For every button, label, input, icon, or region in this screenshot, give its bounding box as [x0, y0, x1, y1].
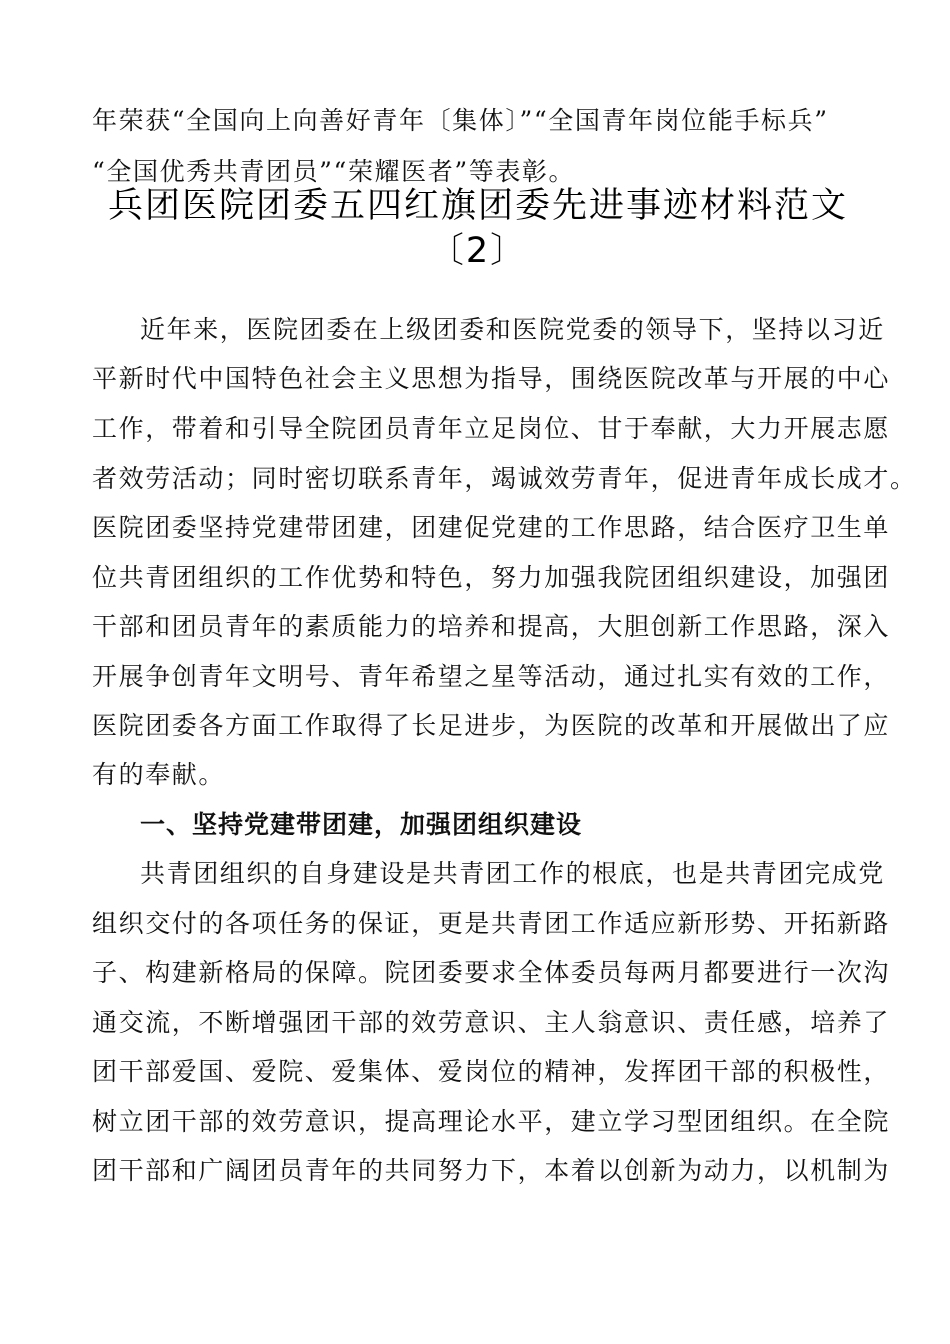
paragraph-2-line-2: 组织交付的各项任务的保证，更是共青团工作适应新形势、开拓新路 — [92, 909, 891, 938]
paragraph-2-line-7: 团干部和广阔团员青年的共同努力下，本着以创新为动力，以机制为 — [92, 1156, 891, 1185]
paragraph-2-line-4: 通交流，不断增强团干部的效劳意识、主人翁意识、责任感，培养了 — [92, 1008, 891, 1037]
paragraph-2-line-5: 团干部爱国、爱院、爱集体、爱岗位的精神，发挥团干部的积极性， — [92, 1057, 891, 1086]
document-title-line-2: 〔2〕 — [428, 231, 528, 271]
paragraph-2-line-6: 树立团干部的效劳意识，提高理论水平，建立学习型团组织。在全院 — [92, 1107, 891, 1136]
paragraph-1-line-6: 位共青团组织的工作优势和特色，努力加强我院团组织建设，加强团 — [92, 563, 891, 592]
section-1-heading: 一、坚持党建带团建，加强团组织建设 — [140, 810, 583, 839]
paragraph-1-line-5: 医院团委坚持党建带团建，团建促党建的工作思路，结合医疗卫生单 — [92, 513, 891, 542]
paragraph-1-line-7: 干部和团员青年的素质能力的培养和提高，大胆创新工作思路，深入 — [92, 612, 891, 641]
paragraph-2-line-3: 子、构建新格局的保障。院团委要求全体委员每两月都要进行一次沟 — [92, 958, 891, 987]
intro-line-1: 年荣获“全国向上向善好青年〔集体〕”“全国青年岗位能手标兵” — [92, 106, 829, 135]
paragraph-1-line-9: 医院团委各方面工作取得了长足进步，为医院的改革和开展做出了应 — [92, 711, 891, 740]
paragraph-2-line-1: 共青团组织的自身建设是共青团工作的根底，也是共青团完成党 — [140, 859, 885, 888]
document-title-line-1: 兵团医院团委五四红旗团委先进事迹材料范文 — [107, 186, 848, 226]
paragraph-1-line-1: 近年来，医院团委在上级团委和医院党委的领导下，坚持以习近 — [140, 315, 885, 344]
paragraph-1-line-10: 有的奉献。 — [92, 760, 226, 789]
paragraph-1-line-8: 开展争创青年文明号、青年希望之星等活动，通过扎实有效的工作， — [92, 662, 891, 691]
paragraph-1-line-4: 者效劳活动；同时密切联系青年，竭诚效劳青年，促进青年成长成才。 — [92, 464, 917, 493]
paragraph-1-line-3: 工作，带着和引导全院团员青年立足岗位、甘于奉献，大力开展志愿 — [92, 414, 891, 443]
paragraph-1-line-2: 平新时代中国特色社会主义思想为指导，围绕医院改革与开展的中心 — [92, 364, 891, 393]
intro-line-2: “全国优秀共青团员”“荣耀医者”等表彰。 — [92, 157, 576, 186]
